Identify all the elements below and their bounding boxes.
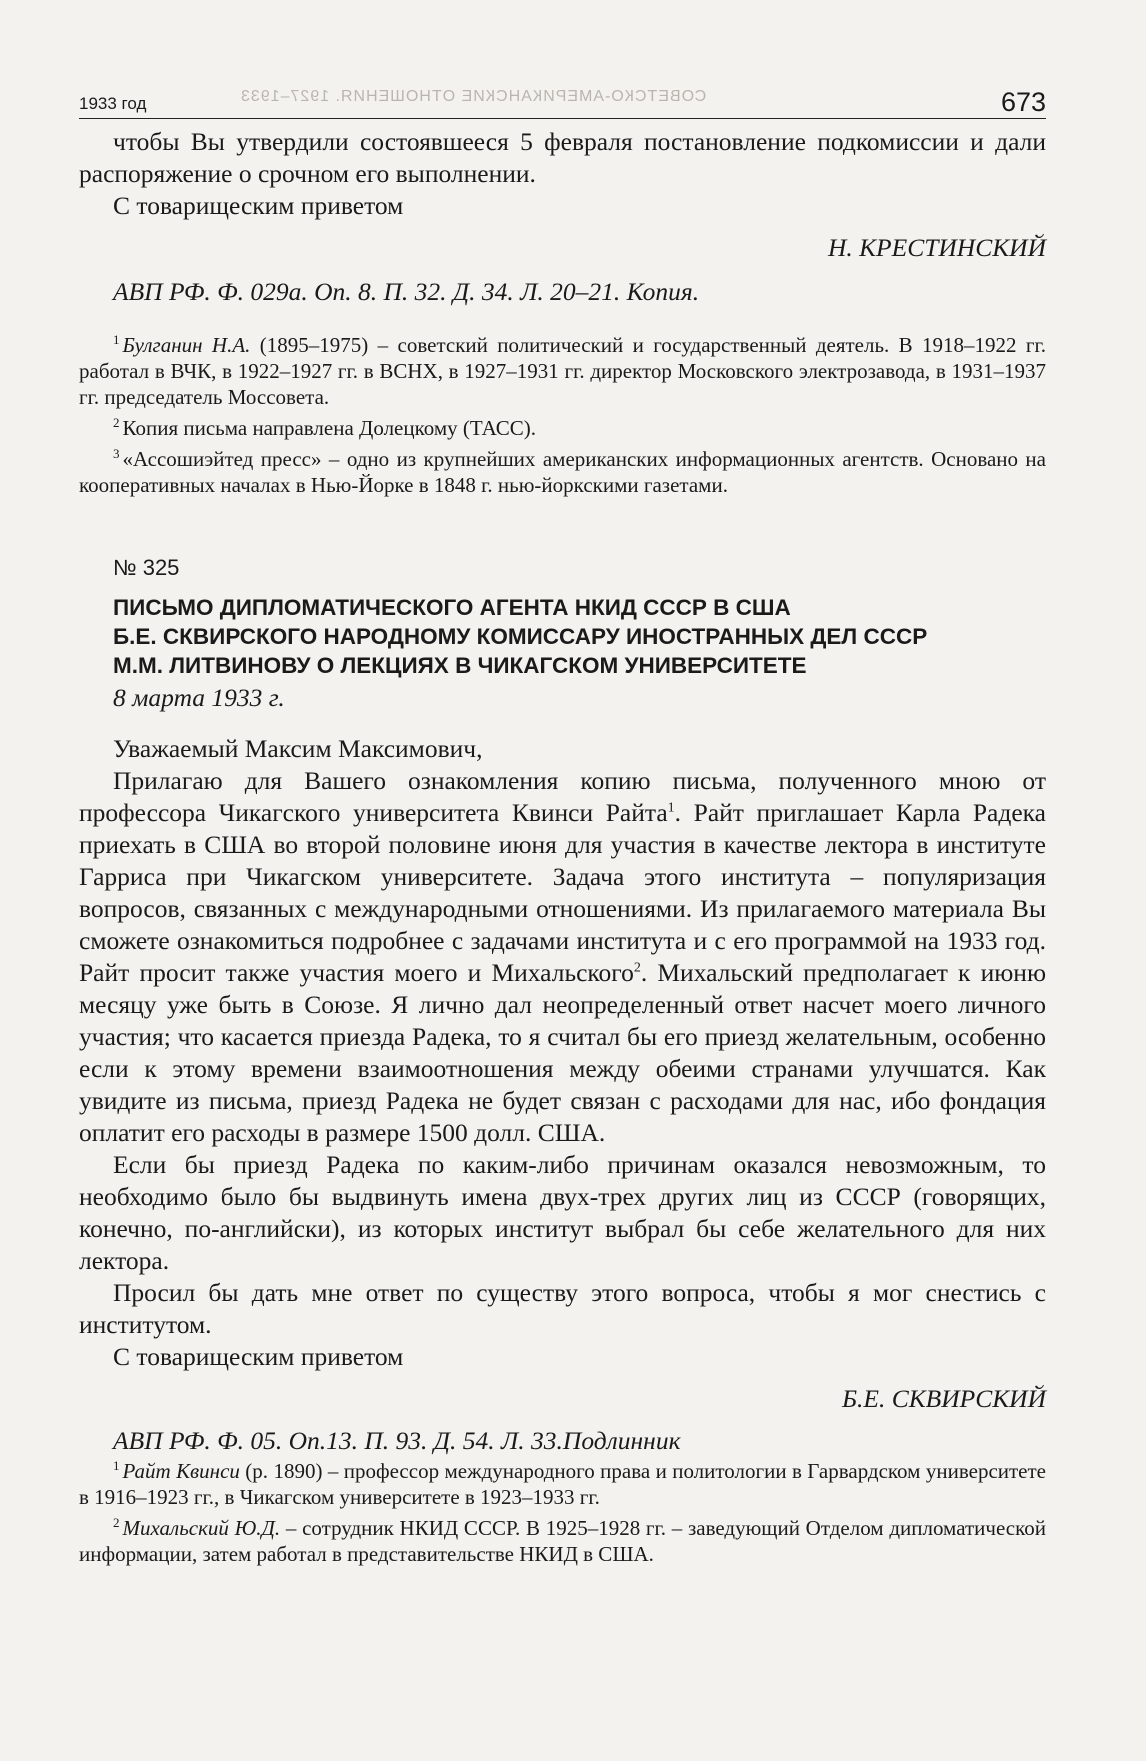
paragraph: Если бы приезд Радека по каким-либо причинам оказался невозможным, то необходимо было бы выдвинуть имена двух-трех других лиц из СССР (говорящих, конечно, по-английски), из которых институт выбрал бы себе желательного для них лектора.: [79, 1150, 1046, 1275]
running-header-year: 1933 год: [79, 94, 147, 113]
document-header: [79, 555, 1046, 714]
footnote: $^1$ Райт Квинси (р. 1890) – профессор международного права и политологии в Гарвардском университете в 1916–1923 гг., в Чикагском университете в 1923–1933 гг.: [79, 1458, 1046, 1509]
document-number: № 325: [113, 555, 180, 580]
paragraph: Просил бы дать мне ответ по существу этого вопроса, чтобы я мог снестись с институтом.: [79, 1278, 1046, 1339]
previous-document: [79, 126, 1046, 308]
document-title: ПИСЬМО ДИПЛОМАТИЧЕСКОГО АГЕНТА НКИД СССР В США Б.Е. СКВИРСКОГО НАРОДНОМУ КОМИССАРУ ИНОСТРАННЫХ ДЕЛ СССР М.М. ЛИТВИНОВУ О ЛЕКЦИЯХ В ЧИКАГСКОМ УНИВЕРСИТЕТЕ: [113, 595, 928, 678]
footnote: $^1$ Булганин Н.А. (1895–1975) – советский политический и государственный деятель. В 1918–1922 гг. работал в ВЧК, в 1922–1927 гг. в ВСНХ, в 1927–1931 гг. директор Московского электрозавода, в 1931–1937 гг. председатель Моссовета.: [79, 332, 1046, 409]
salutation: Уважаемый Максим Максимович,: [113, 734, 483, 763]
bleed-through-text: СОВЕТСКО-АМЕРИКАНСКИЕ ОТНОШЕНИЯ. 1927–1933: [240, 88, 707, 105]
footnote: $^2$ Копия письма направлена Долецкому (ТАСС).: [113, 415, 537, 440]
running-header: [79, 84, 1046, 119]
footnote: $^3$ «Ассошиэйтед пресс» – одно из крупнейших американских информационных агентств. Основано на кооперативных началах в Нью-Йорке в 1848 г. нью-йоркскими газетами.: [79, 446, 1046, 497]
page-number: 673: [1000, 87, 1046, 117]
closing-paragraph: чтобы Вы утвердили состоявшееся 5 февраля постановление подкомиссии и дали распоряжение о срочном его выполнении.: [79, 127, 1046, 188]
footnote: $^2$ Михальский Ю.Д. – сотрудник НКИД СССР. В 1925–1928 гг. – заведующий Отделом дипломатической информации, затем работал в представительстве НКИД в США.: [79, 1515, 1046, 1566]
archive-reference: АВП РФ. Ф. 029а. Оп. 8. П. 32. Д. 34. Л. 20–21. Копия.: [113, 277, 700, 306]
document-date: 8 марта 1933 г.: [113, 683, 285, 712]
letter-body: [79, 733, 1046, 1457]
signature: Б.Е. СКВИРСКИЙ: [841, 1384, 1046, 1413]
footnotes-previous: [79, 327, 1046, 498]
signature: Н. КРЕСТИНСКИЙ: [827, 233, 1046, 262]
greeting: С товарищеским приветом: [113, 1342, 404, 1371]
archive-reference: АВП РФ. Ф. 05. Оп.13. П. 93. Д. 54. Л. 33.Подлинник: [113, 1426, 681, 1455]
greeting: С товарищеским приветом: [113, 191, 404, 220]
footnotes-document: [79, 1453, 1046, 1567]
paragraph: Прилагаю для Вашего ознакомления копию письма, полученного мною от профессора Чикагского университета Квинси Райта$^1$. Райт приглашает Карла Радека приехать в США во второй половине июня для участия в качестве лектора в институте Гарриса при Чикагском университете. Задача этого института – популяризация вопросов, связанных с международными отношениями. Из прилагаемого материала Вы сможете ознакомиться подробнее с задачами института и с его программой на 1933 год. Райт просит также участия моего и Михальского$^2$. Михальский предполагает к июню месяцу уже быть в Союзе. Я лично дал неопределенный ответ насчет моего личного участия; что касается приезда Радека, то я считал бы его приезд желательным, особенно если к этому времени взаимоотношения между обеими странами улучшатся. Как увидите из письма, приезд Радека не будет связан с расходами для нас, ибо фондация оплатит его расходы в размере 1500 долл. США.: [79, 766, 1047, 1147]
